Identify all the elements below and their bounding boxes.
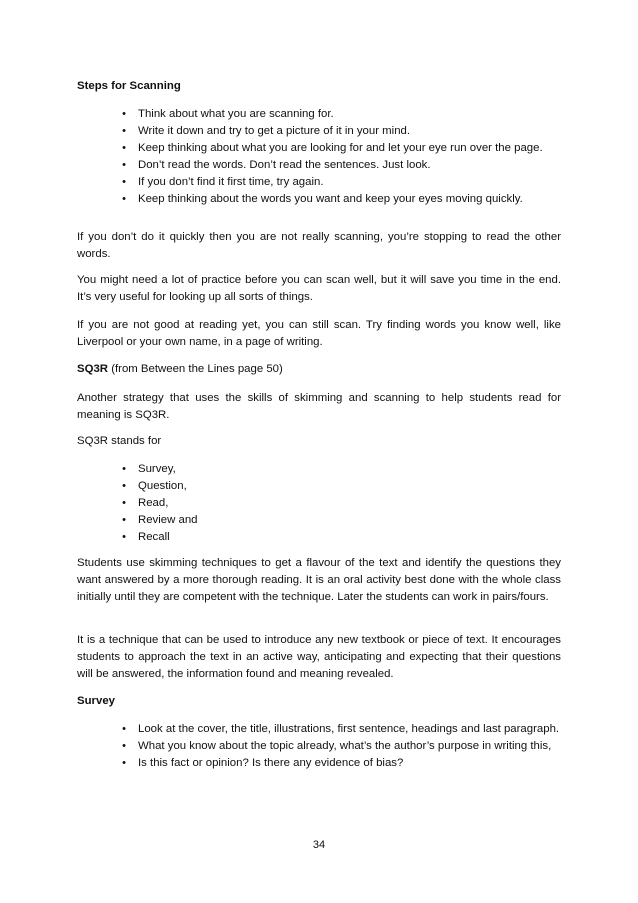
bullet-icon: •	[122, 757, 126, 769]
list-item: • Write it down and try to get a picture of it in your mind.	[77, 123, 561, 140]
sq3r-heading-bold: SQ3R	[77, 363, 109, 375]
paragraph-practice: You might need a lot of practice before you can scan well, but it will save you time in the end. It’s very useful for looking up all sorts of things.	[77, 274, 561, 303]
paragraph-stands-for: SQ3R stands for	[77, 435, 162, 447]
list-item: • Keep thinking about what you are looking for and let your eye run over the page.	[77, 140, 561, 157]
list-item: • What you know about the topic already, what’s the author’s purpose in writing this,	[77, 738, 561, 755]
sq3r-heading	[77, 361, 561, 378]
page-number: 34	[312, 839, 326, 851]
sq3r-list	[77, 461, 561, 546]
list-item: • Survey,	[77, 461, 561, 478]
bullet-icon: •	[122, 108, 126, 120]
paragraph-not-scanning: If you don’t do it quickly then you are not really scanning, you’re stopping to read the other words.	[77, 231, 561, 260]
survey-heading: Survey	[77, 695, 115, 707]
bullet-icon: •	[122, 159, 126, 171]
survey-list	[77, 721, 561, 772]
list-item: • Read,	[77, 495, 561, 512]
sq3r-heading-source: (from Between the Lines page 50)	[108, 363, 283, 375]
bullet-icon: •	[122, 463, 126, 475]
paragraph-not-good: If you are not good at reading yet, you can still scan. Try finding words you know well, like Liverpool or your own name, in a page of writing.	[77, 319, 561, 348]
list-item: • Don’t read the words. Don’t read the sentences. Just look.	[77, 157, 561, 174]
scanning-steps-list	[77, 106, 561, 208]
list-item: • Is this fact or opinion? Is there any evidence of bias?	[77, 755, 561, 772]
steps-for-scanning-heading: Steps for Scanning	[77, 80, 181, 92]
bullet-icon: •	[122, 142, 126, 154]
paragraph-technique: It is a technique that can be used to introduce any new textbook or piece of text. It encourages students to approach the text in an active way, anticipating and expecting that their questions will be answered, the information found and meaning revealed.	[77, 634, 561, 680]
bullet-icon: •	[122, 514, 126, 526]
list-item: • Keep thinking about the words you want and keep your eyes moving quickly.	[77, 191, 561, 208]
list-item: • Recall	[77, 529, 561, 546]
list-item: • Question,	[77, 478, 561, 495]
bullet-icon: •	[122, 531, 126, 543]
list-item: • Think about what you are scanning for.	[77, 106, 561, 123]
list-item: • Review and	[77, 512, 561, 529]
bullet-icon: •	[122, 723, 126, 735]
bullet-icon: •	[122, 480, 126, 492]
list-item: • If you don’t find it first time, try again.	[77, 174, 561, 191]
paragraph-students-use: Students use skimming techniques to get a flavour of the text and identify the questions they want answered by a more thorough reading. It is an oral activity best done with the whole class initially until they are competent with the technique. Later the students can work in pairs/fours.	[77, 557, 561, 603]
list-item: • Look at the cover, the title, illustrations, first sentence, headings and last paragraph.	[77, 721, 561, 738]
bullet-icon: •	[122, 176, 126, 188]
paragraph-another-strategy: Another strategy that uses the skills of skimming and scanning to help students read for meaning is SQ3R.	[77, 392, 561, 421]
bullet-icon: •	[122, 125, 126, 137]
bullet-icon: •	[122, 193, 126, 205]
bullet-icon: •	[122, 497, 126, 509]
bullet-icon: •	[122, 740, 126, 752]
